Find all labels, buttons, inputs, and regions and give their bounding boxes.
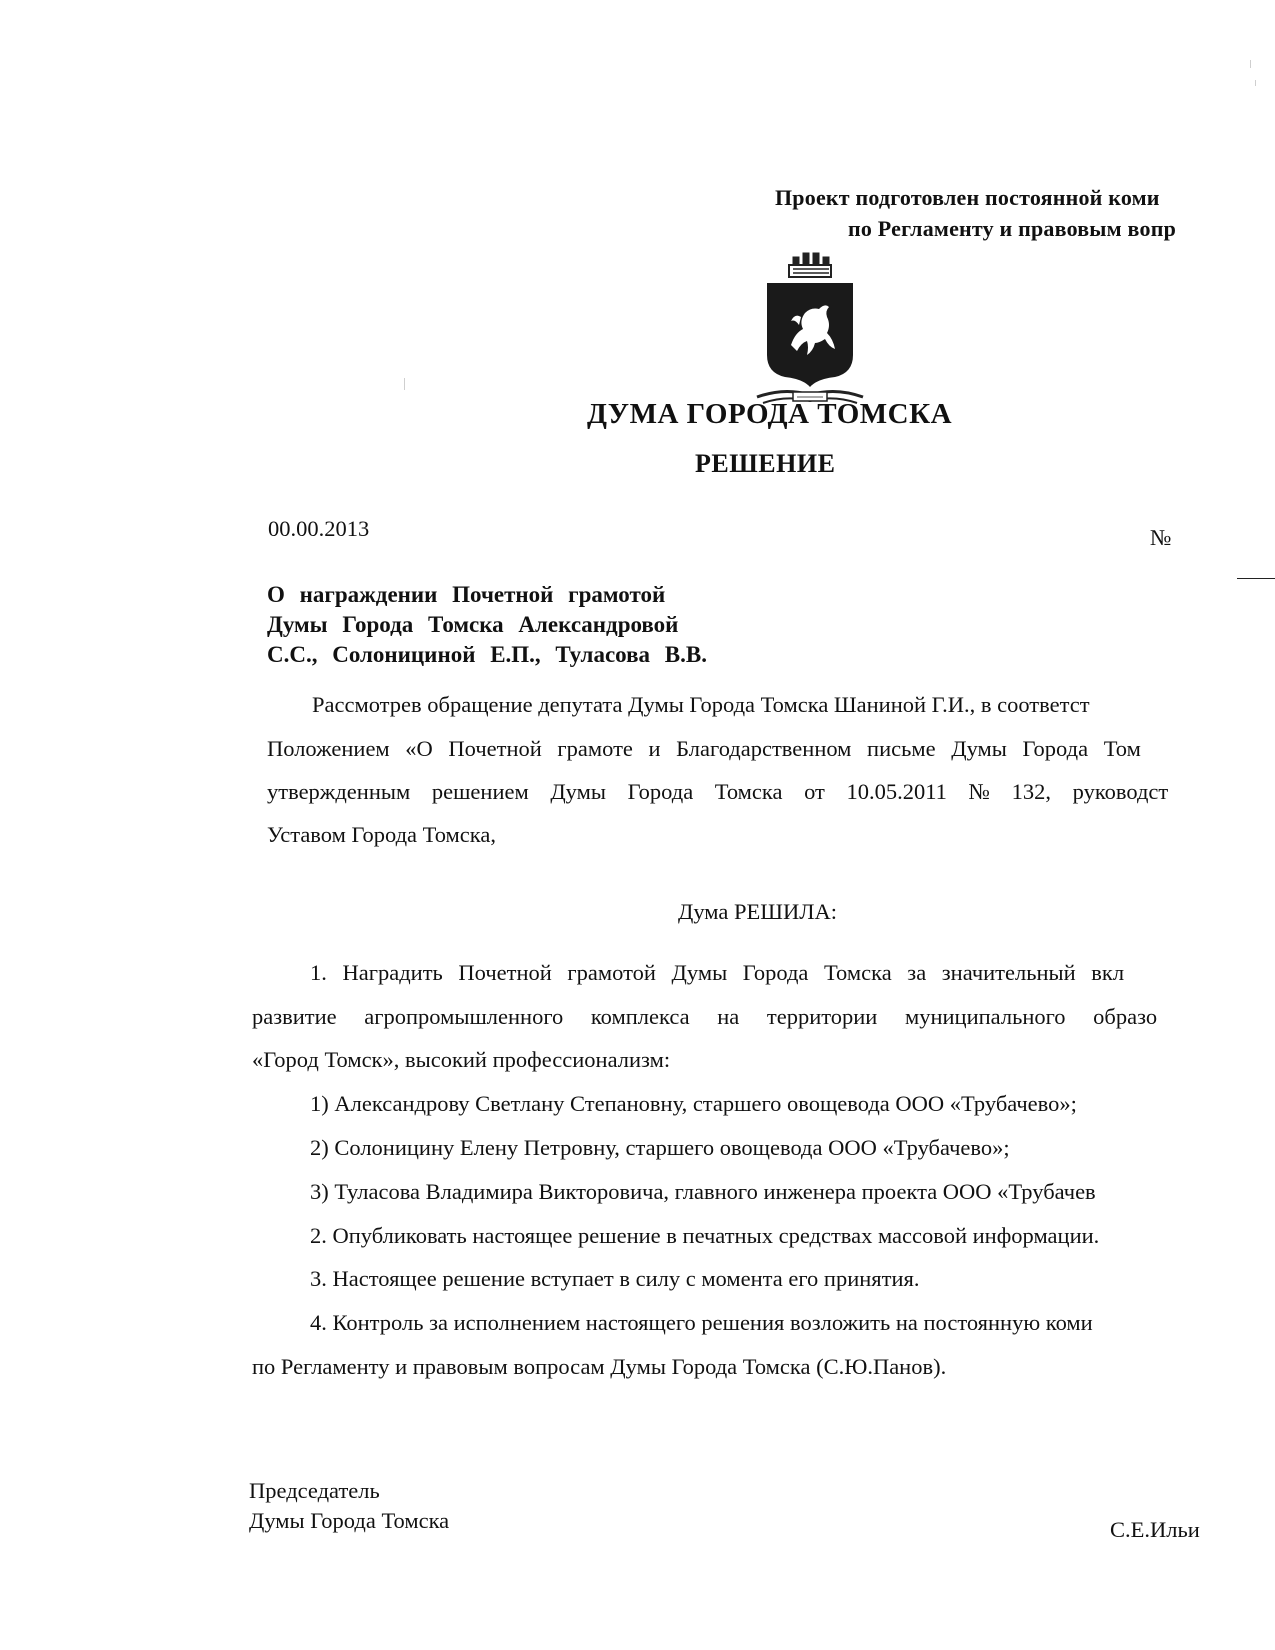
subject-line-1: О награждении Почетной грамотой [267,582,666,607]
document-date: 00.00.2013 [268,516,370,541]
project-note-line-1: Проект подготовлен постоянной коми [775,185,1160,210]
signatory-name: С.Е.Ильи [1110,1517,1200,1542]
item-1-sub-3: 3) Туласова Владимира Викторовича, главного инженера проекта ООО «Трубачев [310,1179,1096,1204]
item-1-sub-2: 2) Солоницину Елену Петровну, старшего овощевода ООО «Трубачево»; [310,1135,1010,1160]
signatory-position-line-1: Председатель [249,1478,380,1503]
item-1-line-3: «Город Томск», высокий профессионализм: [252,1047,671,1072]
tomsk-coat-of-arms-icon [755,247,865,417]
item-1-sub-1: 1) Александрову Светлану Степановну, старшего овощевода ООО «Трубачево»; [310,1091,1077,1116]
signatory-position-line-2: Думы Города Томска [249,1508,450,1533]
preamble-line-3: утвержденным решением Думы Города Томска от 10.05.2011 № 132, руководст [267,779,1169,804]
scan-speck [404,378,405,390]
item-3: 3. Настоящее решение вступает в силу с момента его принятия. [310,1266,920,1291]
preamble-line-1: Рассмотрев обращение депутата Думы Города Томска Шаниной Г.И., в соответст [312,692,1090,717]
scan-speck [1250,60,1251,68]
document-type-title: РЕШЕНИЕ [695,449,836,478]
decision-heading: Дума РЕШИЛА: [678,899,837,924]
item-1-line-2: развитие агропромышленного комплекса на территории муниципального образо [252,1004,1158,1029]
preamble-line-2: Положением «О Почетной грамоте и Благодарственном письме Думы Города Том [267,736,1141,761]
subject-line-3: С.С., Солонициной Е.П., Туласова В.В. [267,642,707,667]
project-note-line-2: по Регламенту и правовым вопр [848,216,1177,241]
item-4-line-1: 4. Контроль за исполнением настоящего решения возложить на постоянную коми [310,1310,1093,1335]
document-number-blank [1237,578,1275,579]
document-number-label: № [1150,525,1172,550]
item-4-line-2: по Регламенту и правовым вопросам Думы Города Томска (С.Ю.Панов). [252,1354,947,1379]
item-2: 2. Опубликовать настоящее решение в печатных средствах массовой информации. [310,1223,1100,1248]
preamble-line-4: Уставом Города Томска, [267,822,496,847]
subject-line-2: Думы Города Томска Александровой [267,612,679,637]
scan-speck [1255,80,1256,86]
organization-title: ДУМА ГОРОДА ТОМСКА [587,398,953,430]
item-1-line-1: 1. Наградить Почетной грамотой Думы Города Томска за значительный вкл [310,960,1125,985]
